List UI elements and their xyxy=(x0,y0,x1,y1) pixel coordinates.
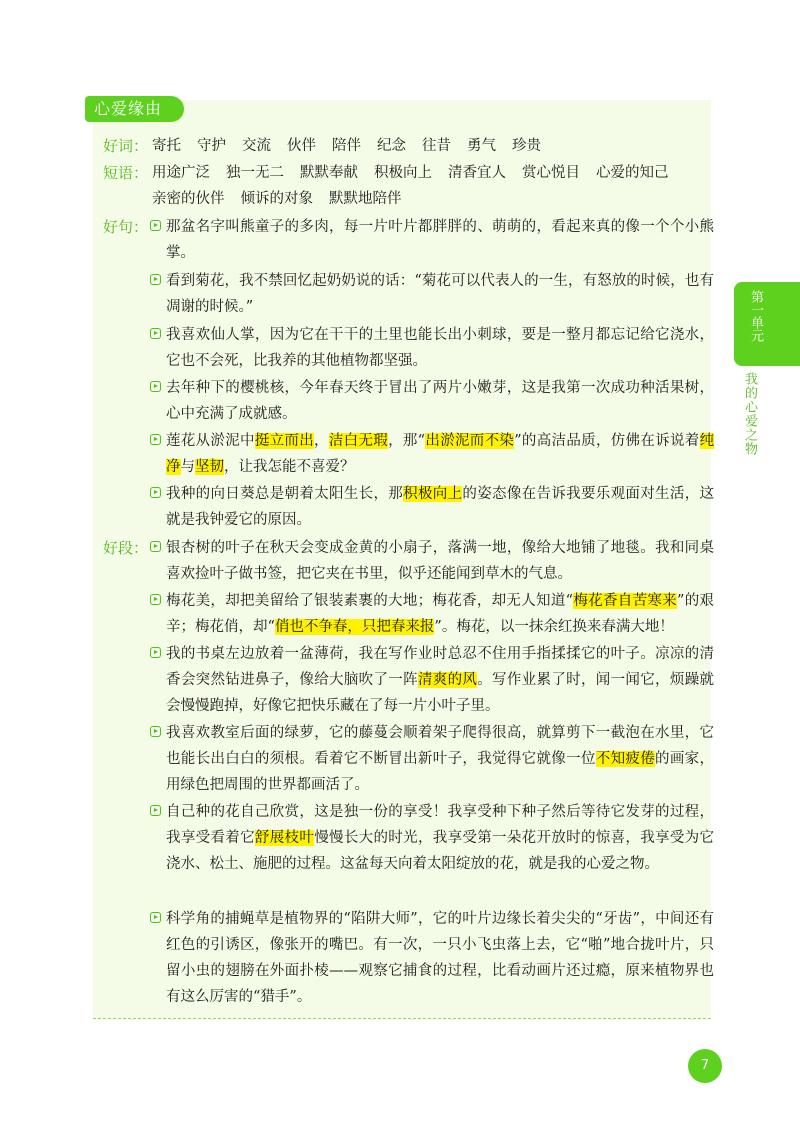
text-run: 我的书桌左边放着一盆薄荷，我在写作业时总忍不住用手指揉揉它的叶子。凉凉的清香会突然钻进鼻子，像给大脑吹了一阵 xyxy=(166,646,714,688)
phrase: 积极向上 xyxy=(374,165,432,181)
bullet-icon xyxy=(150,594,161,605)
text-run: 梅花美，却把美留给了银装素裹的大地；梅花香，却无人知道“ xyxy=(166,593,574,609)
paragraph-item xyxy=(150,799,714,877)
text-run: 莲花从淤泥中 xyxy=(166,433,255,449)
good-word: 交流 xyxy=(242,138,271,154)
highlight-phrase: 不知疲倦 xyxy=(595,751,656,767)
bullet-icon xyxy=(150,274,161,285)
phrase: 亲密的伙伴 xyxy=(152,191,225,207)
text-run: 自己种的花自己欣赏，这是独一份的享受！我享受种下种子然后等待它发芽的过程，我享受看着它 xyxy=(166,804,714,846)
highlight-phrase: 坚韧 xyxy=(195,459,224,475)
phrase: 清香宜人 xyxy=(448,165,506,181)
highlight-phrase: 清爽的风 xyxy=(417,672,478,688)
sentence-text xyxy=(150,481,714,533)
section-title: 心爱缘由 xyxy=(85,96,184,122)
paragraph-text: 银杏树的叶子在秋天会变成金黄的小扇子，落满一地，像给大地铺了地毯。我和同桌喜欢捡叶子做书签，把它夹在书里，似乎还能闻到草木的气息。 xyxy=(166,540,714,582)
bullet-icon xyxy=(150,328,161,339)
text-run: ，让我怎能不喜爱？ xyxy=(224,459,355,475)
phrase: 默默奉献 xyxy=(300,165,358,181)
unit-subtitle: 我的心爱之物 xyxy=(742,372,757,456)
bullet-icon xyxy=(150,487,161,498)
paragraph-text xyxy=(150,588,714,640)
good-words-list xyxy=(152,133,557,159)
text-run: ”的艰辛；梅花俏，却“ xyxy=(166,593,715,635)
phrases-label: 短语： xyxy=(103,164,149,182)
highlight-phrase: 积极向上 xyxy=(403,486,463,502)
bullet-icon xyxy=(150,726,161,737)
phrases-line-1 xyxy=(152,160,685,186)
sentence-item xyxy=(150,375,714,427)
good-word: 勇气 xyxy=(467,138,496,154)
good-word: 守护 xyxy=(197,138,226,154)
sentence-item xyxy=(150,481,714,533)
phrases-line-2 xyxy=(152,186,418,212)
paragraph-item xyxy=(150,535,714,587)
text-run: 的姿态像在告诉我要乐观面对生活，这就是我钟爱它的原因。 xyxy=(166,486,715,528)
phrase: 心爱的知己 xyxy=(596,165,669,181)
paragraph-item xyxy=(150,588,714,640)
paragraph-text xyxy=(150,720,714,798)
text-run: 。写作业累了时，闻一闻它，烦躁就会慢慢跑掉，好像它把快乐藏在了每一片小叶子里。 xyxy=(166,672,715,714)
phrase: 默默地陪伴 xyxy=(329,191,402,207)
paragraph-item xyxy=(150,720,714,798)
text-run: 我种的向日葵总是朝着太阳生长，那 xyxy=(166,486,404,502)
panel-bottom-border xyxy=(93,1018,711,1019)
text-run: ”的高洁品质，仿佛在诉说着 xyxy=(514,433,700,449)
page-number: 7 xyxy=(688,1049,722,1083)
paragraph-item xyxy=(150,906,714,1010)
sentence-text xyxy=(150,428,714,480)
highlight-phrase: 洁白无瑕 xyxy=(328,433,389,449)
highlight-phrase: 纯净 xyxy=(166,433,715,475)
sentence-text: 那盆名字叫熊童子的多肉，每一片叶片都胖胖的、萌萌的，看起来真的像一个个小熊掌。 xyxy=(166,219,714,261)
paragraph-item xyxy=(150,641,714,719)
sentences-label: 好句： xyxy=(103,218,149,236)
good-word: 伙伴 xyxy=(287,138,316,154)
paragraph-text xyxy=(150,799,714,877)
unit-label: 第一单元 xyxy=(748,290,763,342)
good-word: 寄托 xyxy=(152,138,181,154)
good-word: 珍贵 xyxy=(512,138,541,154)
phrase: 赏心悦目 xyxy=(522,165,580,181)
text-run: ， xyxy=(314,433,329,449)
paragraphs-label: 好段： xyxy=(103,539,149,557)
good-word: 陪伴 xyxy=(332,138,361,154)
good-words-label: 好词： xyxy=(103,137,149,155)
text-run: 慢慢长大的时光，我享受第一朵花开放时的惊喜，我享受为它浇水、松土、施肥的过程。这盆每天向着太阳绽放的花，就是我的心爱之物。 xyxy=(166,830,715,872)
sentence-item xyxy=(150,214,714,266)
text-run: ”。梅花，以一抹余红换来春满大地！ xyxy=(434,619,674,635)
sentence-item xyxy=(150,268,714,320)
bullet-icon xyxy=(150,912,161,923)
highlight-phrase: 俏也不争春，只把春来报 xyxy=(274,619,435,635)
text-run: ，那“ xyxy=(388,433,426,449)
bullet-icon xyxy=(150,220,161,231)
bullet-icon xyxy=(150,381,161,392)
bullet-icon xyxy=(150,805,161,816)
phrase: 用途广泛 xyxy=(152,165,210,181)
sentence-item xyxy=(150,428,714,480)
phrase: 独一无二 xyxy=(226,165,284,181)
good-word: 往昔 xyxy=(422,138,451,154)
text-run: 的画家，用绿色把周围的世界都画活了。 xyxy=(166,751,715,793)
sentence-item xyxy=(150,322,714,374)
highlight-phrase: 出淤泥而不染 xyxy=(425,433,515,449)
sentence-text: 看到菊花，我不禁回忆起奶奶说的话：“菊花可以代表人的一生，有怒放的时候，也有凋谢的时候。” xyxy=(166,273,714,315)
bullet-icon xyxy=(150,647,161,658)
highlight-phrase: 挺立而出 xyxy=(254,433,315,449)
phrase: 倾诉的对象 xyxy=(240,191,313,207)
sentence-text: 去年种下的樱桃核，今年春天终于冒出了两片小嫩芽，这是我第一次成功种活果树，心中充满了成就感。 xyxy=(166,380,714,422)
bullet-icon xyxy=(150,541,161,552)
highlight-phrase: 舒展枝叶 xyxy=(254,830,315,846)
highlight-phrase: 梅花香自苦寒来 xyxy=(573,593,677,609)
text-run: 我喜欢教室后面的绿萝，它的藤蔓会顺着架子爬得很高，就算剪下一截泡在水里，它也能长出白白的须根。看着它不断冒出新叶子，我觉得它就像一位 xyxy=(166,725,714,767)
text-run: 与 xyxy=(180,459,195,475)
good-word: 纪念 xyxy=(377,138,406,154)
paragraph-text xyxy=(150,641,714,719)
paragraph-text: 科学角的捕蝇草是植物界的“陷阱大师”，它的叶片边缘长着尖尖的“牙齿”，中间还有红色的引诱区，像张开的嘴巴。有一次，一只小飞虫落上去，它“啪”地合拢叶片，只留小虫的翅膀在外面扑棱——观察它捕食的过程，比看动画片还过瘾，原来植物界也有这么厉害的“猎手”。 xyxy=(166,911,714,1005)
sentence-text: 我喜欢仙人掌，因为它在干干的土里也能长出小刺球，要是一整月都忘记给它浇水，它也不会死，比我养的其他植物都坚强。 xyxy=(166,327,714,369)
bullet-icon xyxy=(150,434,161,445)
